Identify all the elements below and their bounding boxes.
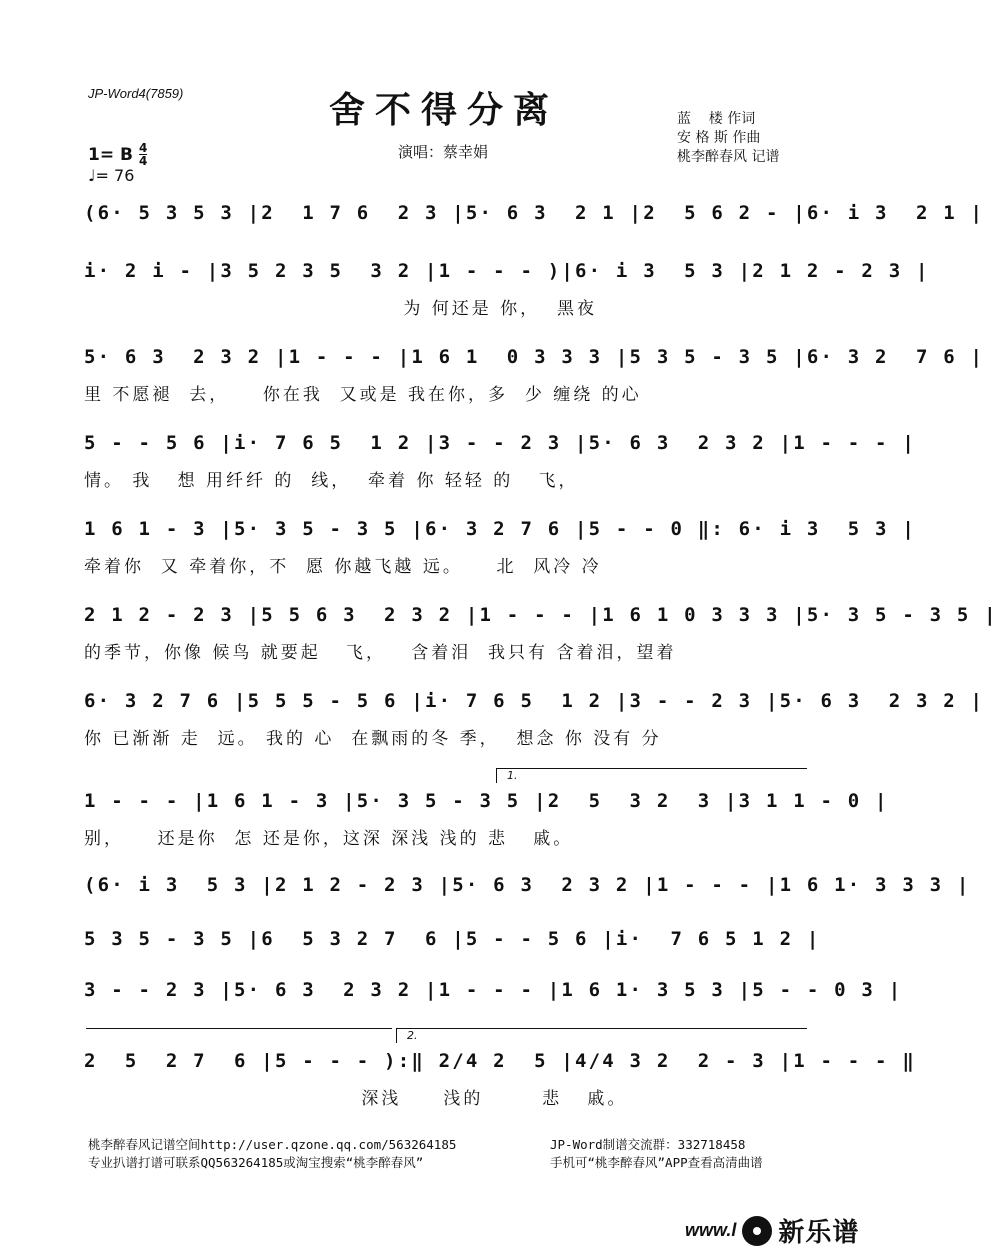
- notation-line: i· 2 i - |3 5 2 3 5 3 2 |1 - - - )|6· i 3 5 3 |2 1 2 - 2 3 |: [84, 260, 930, 282]
- footer-app: 手机可“桃李醉春风”APP查看高清曲谱: [550, 1155, 763, 1170]
- logo-url: www.l: [685, 1220, 737, 1240]
- notation-line: (6· 5 3 5 3 |2 1 7 6 2 3 |5· 6 3 2 1 |2 5 6 2 - |6· i 3 2 1 |: [84, 202, 985, 224]
- composer-credit: 安 格 斯 作曲: [677, 130, 761, 146]
- notation-line: 6· 3 2 7 6 |5 5 5 - 5 6 |i· 7 6 5 1 2 |3 - - 2 3 |5· 6 3 2 3 2 |: [84, 690, 985, 712]
- footer-contact: 专业扒谱打谱可联系QQ563264185或淘宝搜索“桃李醉春风”: [88, 1155, 424, 1170]
- key-signature: [88, 142, 147, 167]
- footer-left: [88, 1136, 456, 1172]
- notation-line: 5· 6 3 2 3 2 |1 - - - |1 6 1 0 3 3 3 |5 3 5 - 3 5 |6· 3 2 7 6 |: [84, 346, 985, 368]
- time-signature: [139, 142, 147, 167]
- transcriber-credit: 桃李醉春风 记谱: [677, 149, 780, 165]
- volta-bracket-2: [396, 1028, 807, 1043]
- footer-right: [550, 1136, 763, 1172]
- footer-space-link: 桃李醉春风记谱空间http://user.qzone.qq.com/563264185: [88, 1137, 457, 1152]
- logo-brand: 新乐谱: [778, 1218, 860, 1248]
- site-logo: [685, 1212, 859, 1249]
- lyrics-line: 深浅 浅的 悲 戚。: [84, 1089, 628, 1109]
- lyrics-line: 里 不愿褪 去， 你在我 又或是 我在你，多 少 缠绕 的心: [84, 385, 642, 405]
- lyrics-line: 别， 还是你 怎 还是你，这深 深浅 浅的 悲 戚。: [84, 829, 574, 849]
- lyricist-credit: 蓝 楼 作词: [677, 111, 756, 127]
- footer-group: JP-Word制谱交流群：332718458: [550, 1137, 746, 1152]
- notation-line: 2 5 2 7 6 |5 - - - ):‖ 2/4 2 5 |4/4 3 2 2 - 3 |1 - - - ‖: [84, 1050, 916, 1072]
- notation-line: 5 - - 5 6 |i· 7 6 5 1 2 |3 - - 2 3 |5· 6 3 2 3 2 |1 - - - |: [84, 432, 916, 454]
- time-numerator: 4: [138, 141, 148, 155]
- tempo-marking: ♩= 76: [88, 166, 135, 185]
- song-title: 舍不得分离: [328, 89, 559, 131]
- notation-line: 2 1 2 - 2 3 |5 5 6 3 2 3 2 |1 - - - |1 6 1 0 3 3 3 |5· 3 5 - 3 5 |: [84, 604, 998, 626]
- notation-line: 5 3 5 - 3 5 |6 5 3 2 7 6 |5 - - 5 6 |i· 7 6 5 1 2 |: [84, 928, 821, 950]
- notation-line: 3 - - 2 3 |5· 6 3 2 3 2 |1 - - - |1 6 1· 3 5 3 |5 - - 0 3 |: [84, 979, 903, 1001]
- singer: 演唱：蔡幸娟: [398, 143, 489, 161]
- volta-label: 2.: [407, 1029, 418, 1042]
- lyrics-line: 的季节，你像 候鸟 就要起 飞， 含着泪 我只有 含着泪，望着: [84, 643, 677, 663]
- document-id: JP-Word4(7859): [88, 86, 184, 101]
- lyrics-line: 牵着你 又 牵着你，不 愿 你越飞越 远。 北 风冷 冷: [84, 557, 602, 577]
- time-denominator: 4: [138, 154, 148, 168]
- volta-label: 1.: [507, 769, 518, 782]
- notation-line: (6· i 3 5 3 |2 1 2 - 2 3 |5· 6 3 2 3 2 |1 - - - |1 6 1· 3 3 3 |: [84, 874, 971, 896]
- lyrics-line: 情。 我 想 用纤纤 的 线， 牵着 你 轻轻 的 飞，: [84, 471, 579, 491]
- record-disc-icon: [742, 1216, 772, 1246]
- lyrics-line: 为 何还是 你， 黑夜: [84, 299, 597, 319]
- lyrics-line: 你 已渐渐 走 远。 我的 心 在飘雨的冬 季， 想念 你 没有 分: [84, 729, 662, 749]
- repeat-line: [86, 1028, 392, 1029]
- notation-line: 1 6 1 - 3 |5· 3 5 - 3 5 |6· 3 2 7 6 |5 - - 0 ‖: 6· i 3 5 3 |: [84, 518, 916, 540]
- key-label: 1= B: [88, 144, 133, 165]
- volta-bracket-1: [496, 768, 807, 783]
- credits: [677, 110, 779, 167]
- notation-line: 1 - - - |1 6 1 - 3 |5· 3 5 - 3 5 |2 5 3 2 3 |3 1 1 - 0 |: [84, 790, 889, 812]
